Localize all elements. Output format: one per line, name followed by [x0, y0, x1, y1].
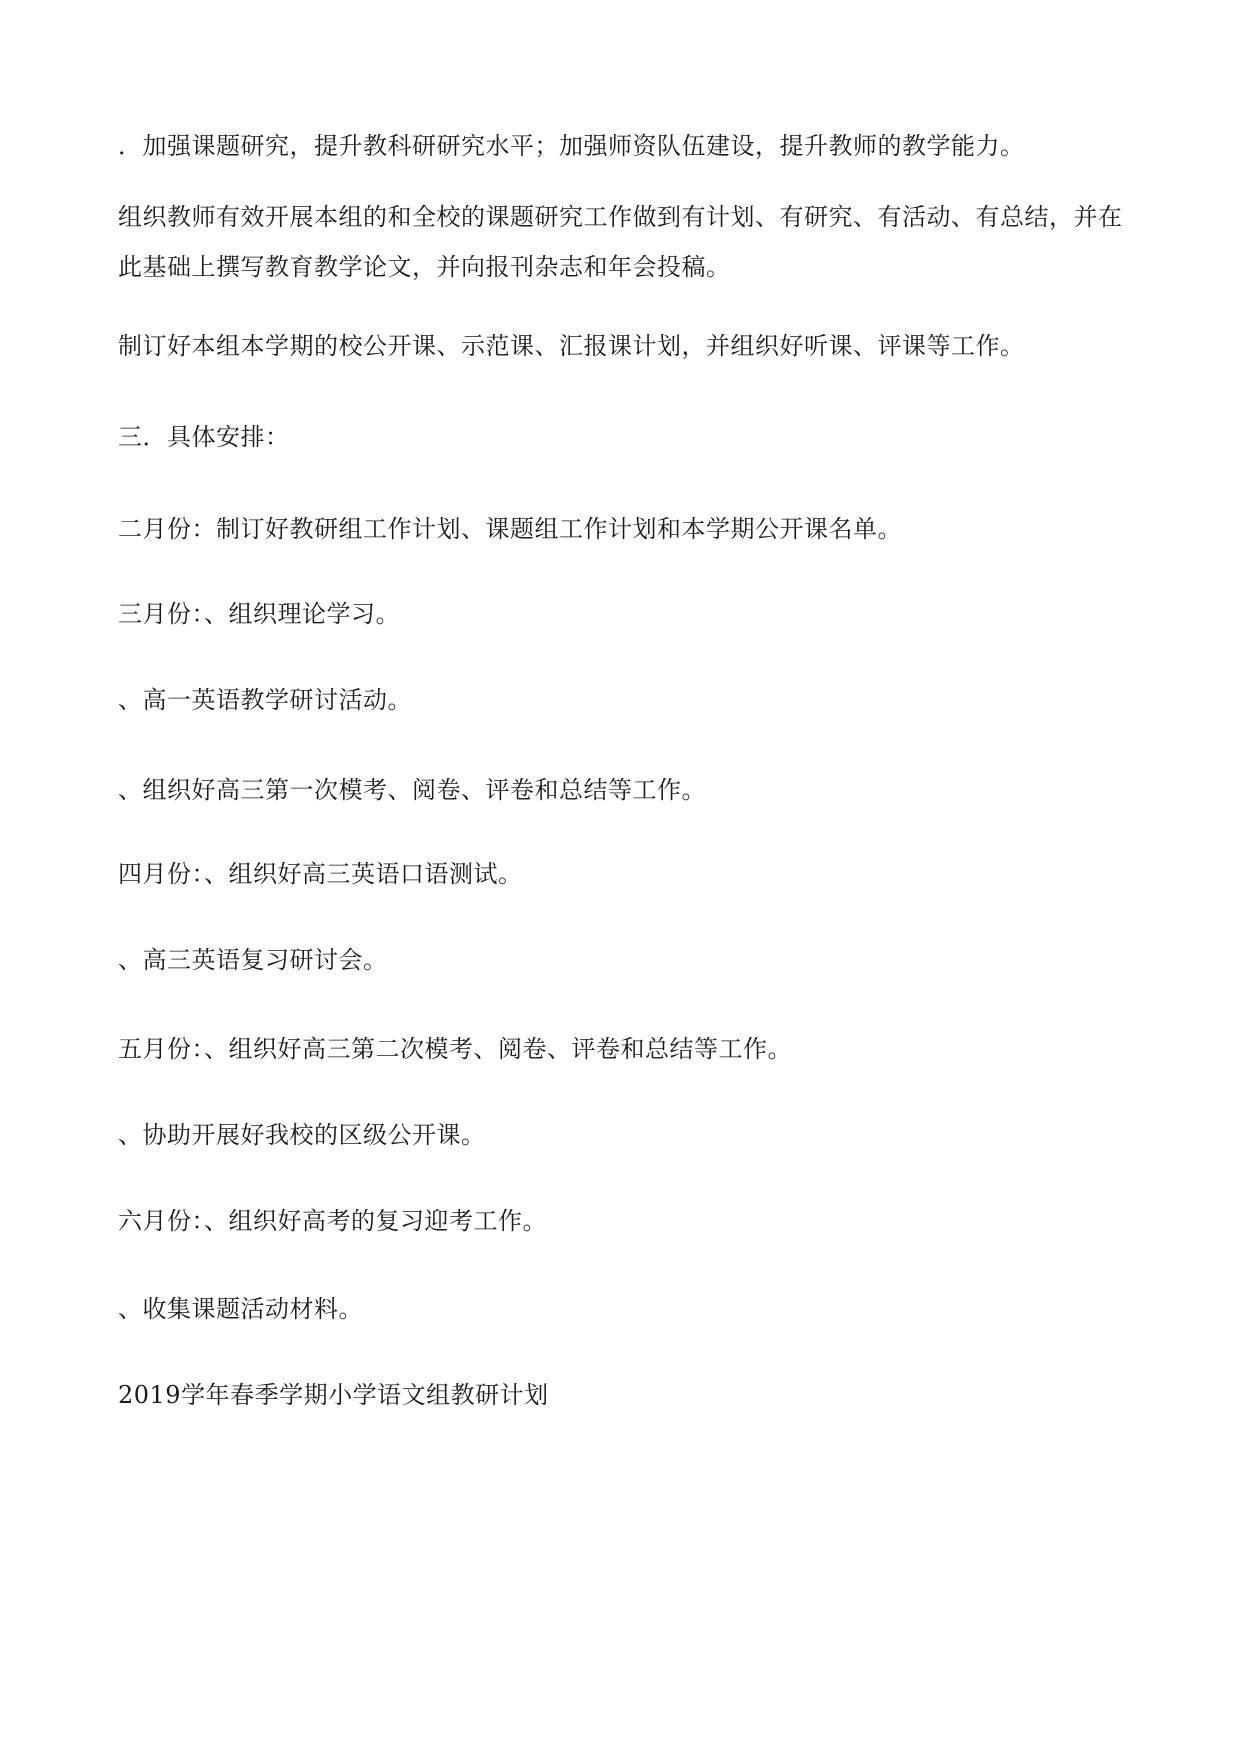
schedule-march: 三月份：、组织理论学习。	[118, 600, 400, 628]
paragraph-open-class-plan: 制订好本组本学期的校公开课、示范课、汇报课计划，并组织好听课、评课等工作。	[118, 332, 1025, 360]
schedule-march-item-3: 、组织好高三第一次模考、阅卷、评卷和总结等工作。	[118, 776, 706, 804]
schedule-february: 二月份：制订好教研组工作计划、课题组工作计划和本学期公开课名单。	[118, 515, 902, 543]
section-heading-schedule: 三．具体安排：	[118, 423, 290, 451]
paragraph-organize-research: 组织教师有效开展本组的和全校的课题研究工作做到有计划、有研究、有活动、有总结，并在此基础上撰写教育教学论文，并向报刊杂志和年会投稿。	[118, 203, 1123, 281]
schedule-may: 五月份：、组织好高三第二次模考、阅卷、评卷和总结等工作。	[118, 1035, 792, 1063]
paragraph-research-goal: ．加强课题研究，提升教科研研究水平；加强师资队伍建设，提升教师的教学能力。	[118, 132, 1025, 160]
schedule-june-item-2: 、收集课题活动材料。	[118, 1295, 363, 1323]
schedule-march-item-2: 、高一英语教学研讨活动。	[118, 686, 412, 714]
schedule-may-item-2: 、协助开展好我校的区级公开课。	[118, 1121, 486, 1149]
next-document-title: 2019学年春季学期小学语文组教研计划	[118, 1381, 549, 1409]
schedule-april-item-2: 、高三英语复习研讨会。	[118, 946, 388, 974]
schedule-april: 四月份：、组织好高三英语口语测试。	[118, 860, 523, 888]
schedule-june: 六月份：、组织好高考的复习迎考工作。	[118, 1207, 547, 1235]
